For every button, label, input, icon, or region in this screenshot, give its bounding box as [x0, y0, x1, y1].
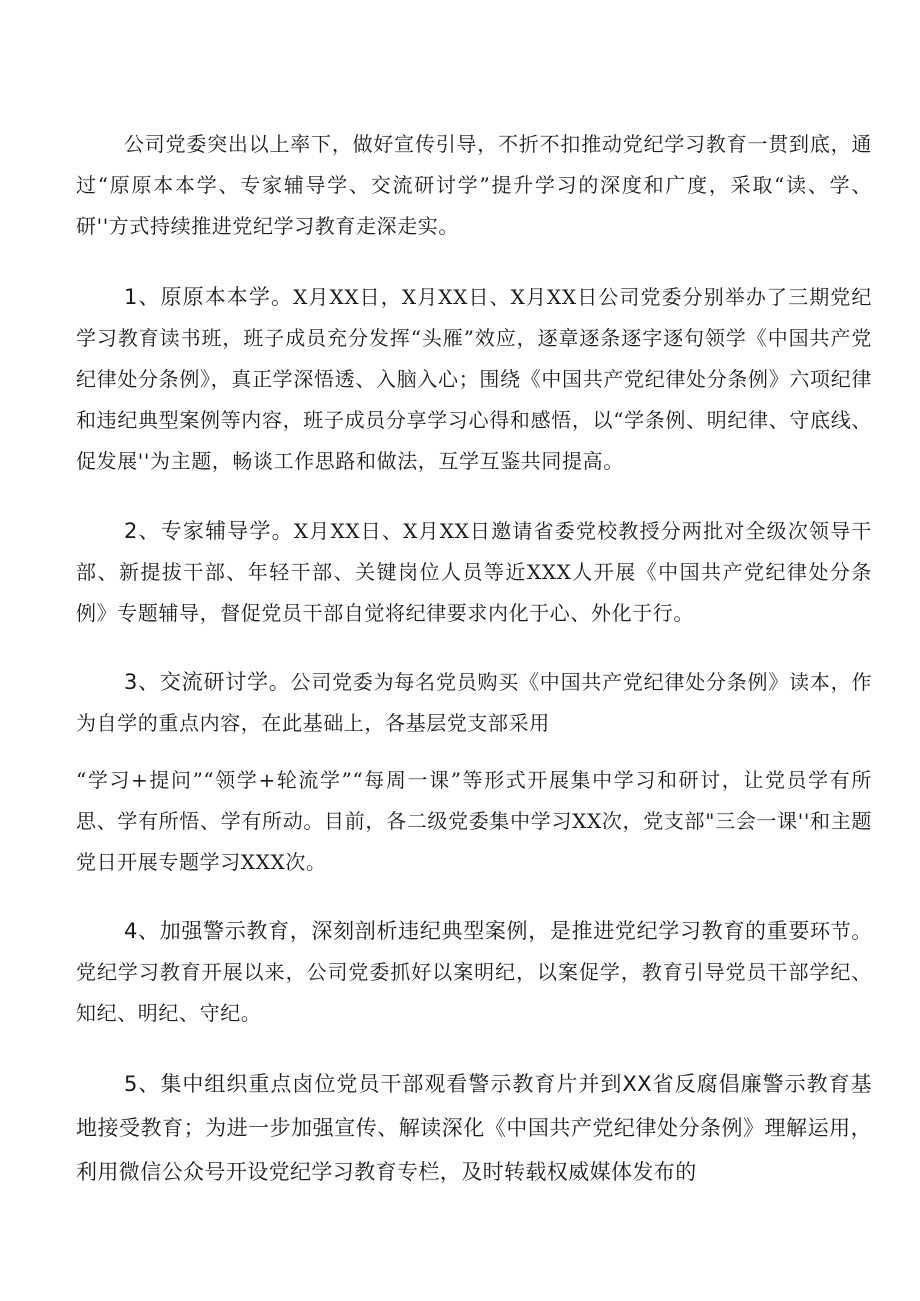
- paragraph-item-4-heading: 4、加强警示教育，深刻剖析违纪典型案例，是推进党纪学习教育的重要: [124, 919, 811, 943]
- paragraph-item-1-heading: 1、原原本本学。: [124, 285, 294, 309]
- paragraph-item-2: [76, 511, 872, 634]
- paragraph-intro: [76, 124, 872, 247]
- paragraph-item-4: [76, 911, 872, 1034]
- paragraph-item-1-text: X月XX日，X月XX日、X月XX日公司党委分别举办了三期党纪学习教育读书班，班子成员充分发挥“头雁”效应，逐章逐条逐字逐句领学《中国共产党纪律处分条例》，真正学深悟透、入脑入心；围绕《中国共产党纪律处分条例》六项纪律和违纪典型案例等内容，班子成员分享学习心得和感悟，以“学条例、明纪律、守底线、促发展''为主题，畅谈工作思路和做法，互学互鉴共同提高。: [76, 285, 872, 473]
- paragraph-item-1: [76, 277, 872, 482]
- paragraph-intro-text: 公司党委突出以上率下，做好宣传引导，不折不扣推动党纪学习教育一贯到底，通过“原原本本学、专家辅导学、交流研讨学”提升学习的深度和广度，采取“读、学、研''方式持续推进党纪学习教育走深走实。: [76, 132, 872, 238]
- paragraph-item-3-continued-text: “学习+提问”“领学+轮流学”“每周一课”等形式开展集中学习和研讨，让党员学有所思、学有所悟、学有所动。目前，各二级党委集中学习XX次，党支部"三会一课''和主题党日开展专题学习XXX次。: [76, 768, 872, 874]
- paragraph-item-3-heading: 3、交流研讨学。: [124, 670, 291, 694]
- paragraph-item-5-text: 5、集中组织重点卤位党员干部观看警示教育片并到XX省反腐倡廉警示教育基地接受教育；为进一步加强宣传、解读深化《中国共产党纪律处分条例》理解运用，利用微信公众号开设党纪学习教育专栏，及时转载权威媒体发布的: [76, 1072, 872, 1184]
- paragraph-item-4-text: 环节。党纪学习教育开展以来，公司党委抓好以案明纪，以案促学，教育引导党员干部学纪、知纪、明纪、守纪。: [76, 919, 872, 1025]
- paragraph-item-3: [76, 662, 872, 744]
- paragraph-item-2-heading: 2、专家辅导学。: [124, 519, 294, 543]
- paragraph-item-2-text: X月XX日、X月XX日邀请省委党校教授分两批对全级次领导干部、新提拔干部、年轻干部、关键岗位人员等近XXX人开展《中国共产党纪律处分条例》专题辅导，督促党员干部自觉将纪律要求内化于心、外化于行。: [76, 519, 872, 625]
- paragraph-item-5: [76, 1062, 872, 1194]
- paragraph-item-3-continued: [76, 760, 872, 883]
- paragraph-item-3-text: 公司党委为每名党员购买《中国共产党纪律处分条例》读本，作为自学的重点内容，在此基础上，各基层党支部采用: [76, 670, 872, 735]
